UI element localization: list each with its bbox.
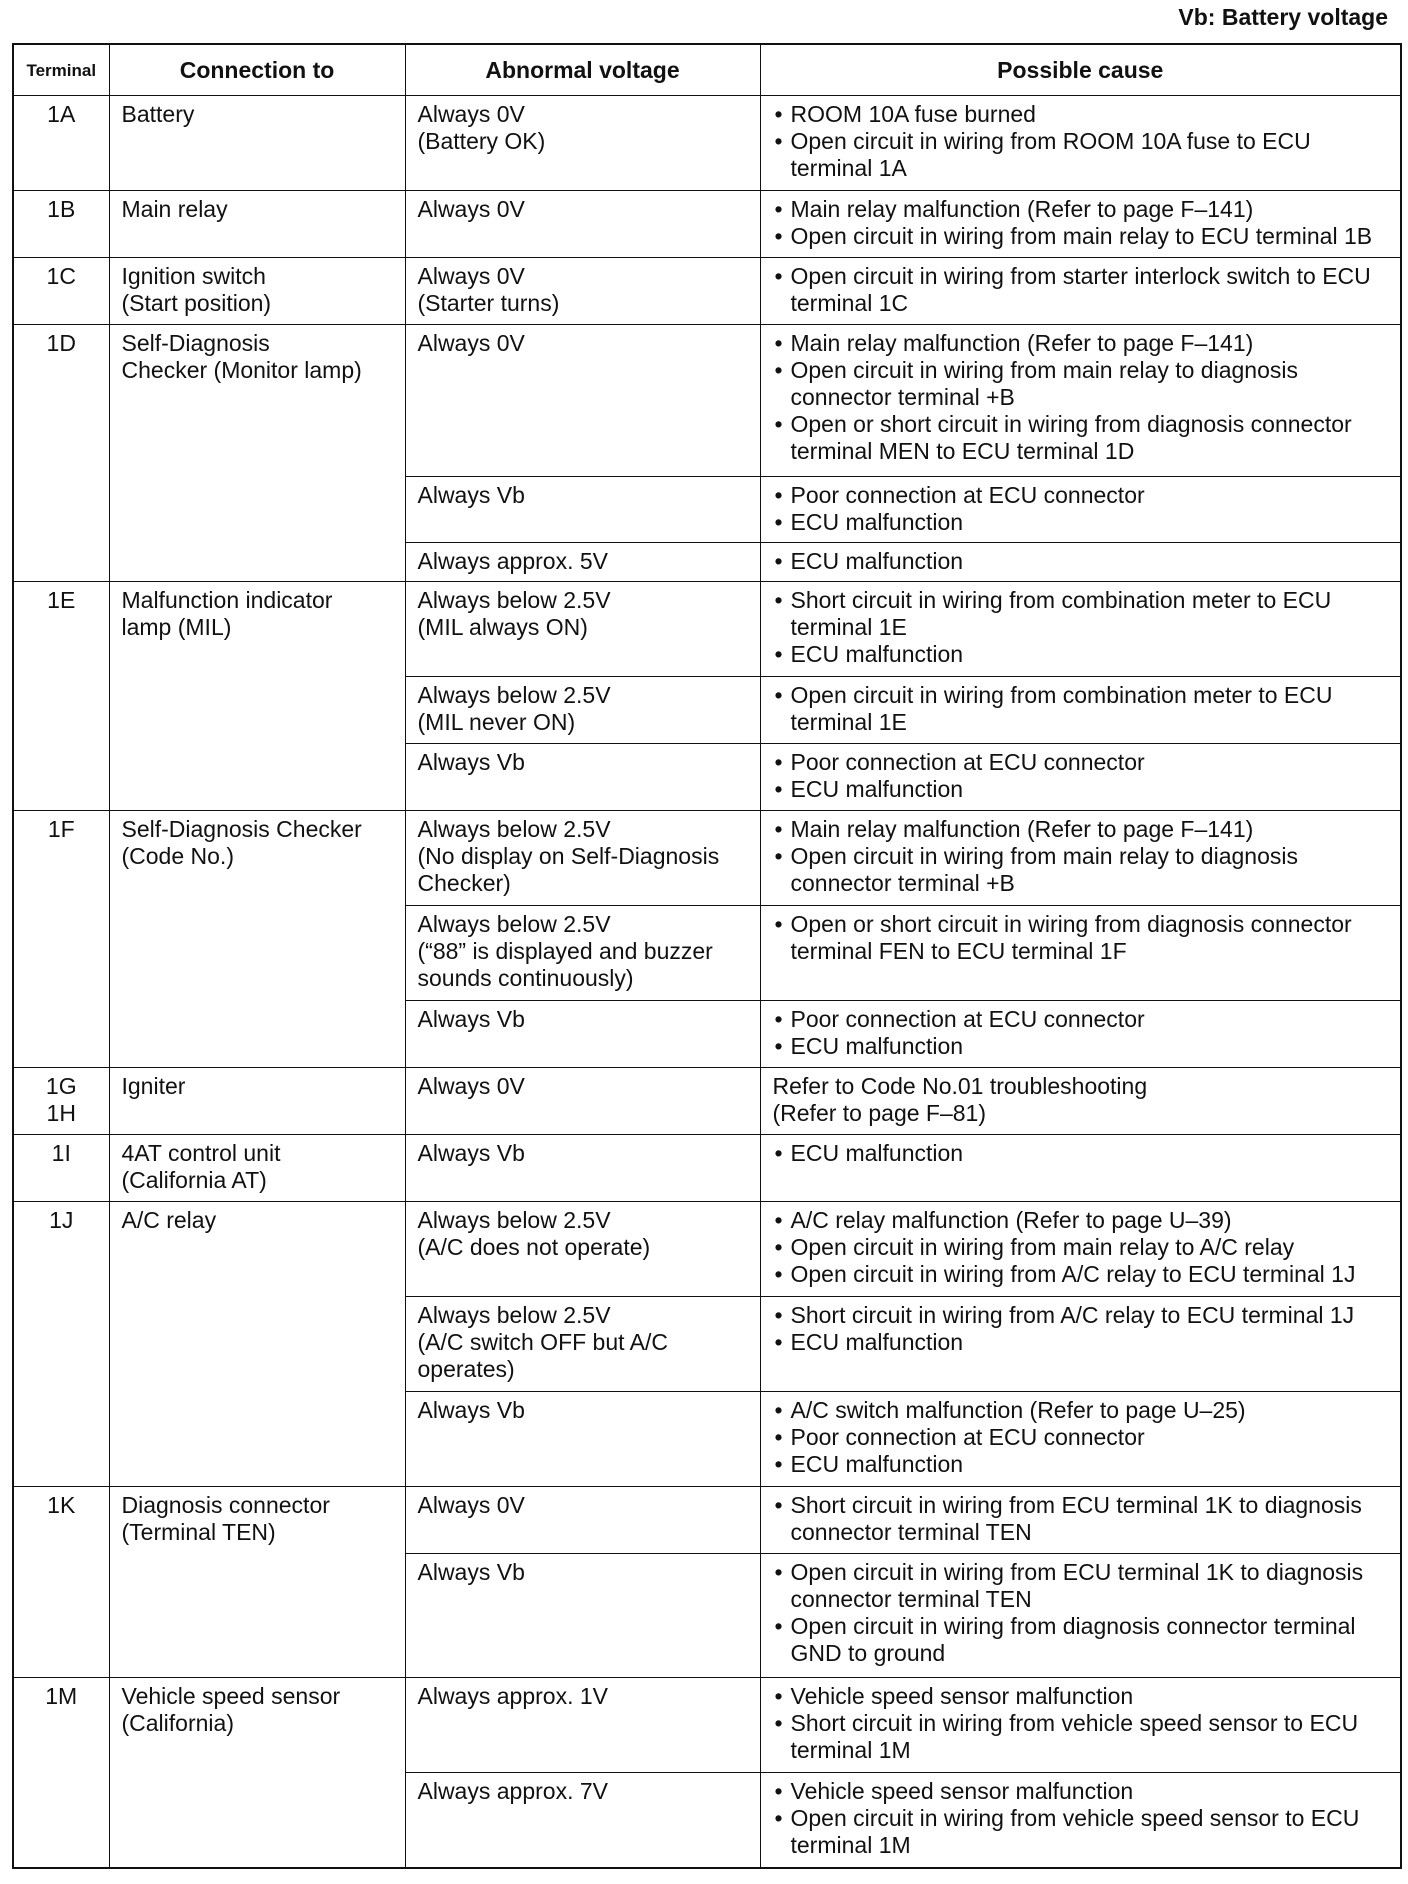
cause-list — [773, 1006, 1391, 1060]
cause-list-item: • A/C relay malfunction (Refer to page U–39) — [773, 1207, 1391, 1234]
cause-list-item: • Short circuit in wiring from vehicle speed sensor to ECU terminal 1M — [773, 1710, 1391, 1764]
cause-list-item: • Short circuit in wiring from A/C relay to ECU terminal 1J — [773, 1302, 1391, 1329]
table-row — [13, 582, 1401, 677]
voltage-cell: Always below 2.5V (A/C does not operate) — [405, 1202, 760, 1297]
cause-list — [773, 482, 1391, 536]
cause-cell — [760, 1772, 1401, 1868]
voltage-cell: Always 0V — [405, 1487, 760, 1554]
voltage-cell: Always below 2.5V (MIL never ON) — [405, 677, 760, 744]
voltage-cell: Always approx. 7V — [405, 1772, 760, 1868]
table-row — [13, 811, 1401, 906]
header-terminal: Terminal — [13, 44, 109, 96]
cause-list — [773, 911, 1391, 965]
cause-cell — [760, 1677, 1401, 1772]
voltage-cell: Always Vb — [405, 476, 760, 543]
voltage-cell: Always Vb — [405, 1392, 760, 1487]
cause-list — [773, 1302, 1391, 1356]
terminal-cell: 1C — [13, 258, 109, 325]
cause-cell — [760, 1554, 1401, 1677]
cause-list-item: • ECU malfunction — [773, 509, 1391, 536]
terminal-cell: 1D — [13, 324, 109, 581]
cause-list-item: • Open circuit in wiring from starter interlock switch to ECU terminal 1C — [773, 263, 1391, 317]
voltage-cell: Always Vb — [405, 744, 760, 811]
table-row — [13, 1068, 1401, 1135]
cause-list — [773, 587, 1391, 668]
cause-cell — [760, 582, 1401, 677]
cause-list — [773, 1397, 1391, 1478]
cause-list-item: • Main relay malfunction (Refer to page F–141) — [773, 196, 1391, 223]
table-row — [13, 191, 1401, 258]
terminal-cell: 1F — [13, 811, 109, 1068]
cause-list-item: • ECU malfunction — [773, 1329, 1391, 1356]
cause-text: Refer to Code No.01 troubleshooting (Refer to page F–81) — [772, 1073, 1148, 1127]
voltage-cell: Always 0V (Battery OK) — [405, 96, 760, 191]
cause-cell — [760, 1392, 1401, 1487]
cause-list-item: • Poor connection at ECU connector — [773, 1424, 1391, 1451]
cause-list-item: • Short circuit in wiring from ECU terminal 1K to diagnosis connector terminal TEN — [773, 1492, 1391, 1546]
cause-list-item: • Open circuit in wiring from diagnosis connector terminal GND to ground — [773, 1613, 1391, 1667]
terminal-cell: 1I — [13, 1135, 109, 1202]
connection-cell: A/C relay — [109, 1202, 405, 1487]
cause-cell — [760, 1297, 1401, 1392]
cause-list — [773, 330, 1391, 465]
cause-cell — [760, 191, 1401, 258]
cause-cell — [760, 1001, 1401, 1068]
header-connection: Connection to — [109, 44, 405, 96]
connection-cell: Self-Diagnosis Checker (Monitor lamp) — [109, 324, 405, 581]
table-row — [13, 1202, 1401, 1297]
battery-voltage-note: Vb: Battery voltage — [1178, 4, 1388, 30]
cause-list-item: • Vehicle speed sensor malfunction — [773, 1778, 1391, 1805]
table-row — [13, 258, 1401, 325]
terminal-cell: 1B — [13, 191, 109, 258]
cause-list — [773, 1207, 1391, 1288]
cause-list — [773, 1778, 1391, 1859]
cause-list-item: • Open or short circuit in wiring from diagnosis connector terminal MEN to ECU terminal 1D — [773, 411, 1391, 465]
connection-cell: Main relay — [109, 191, 405, 258]
cause-list-item: • ECU malfunction — [773, 1451, 1391, 1478]
cause-cell — [760, 1202, 1401, 1297]
cause-list — [773, 1683, 1391, 1764]
cause-cell — [760, 811, 1401, 906]
cause-list-item: • Main relay malfunction (Refer to page F–141) — [773, 330, 1391, 357]
cause-list-item: • Main relay malfunction (Refer to page F–141) — [773, 816, 1391, 843]
cause-cell — [760, 677, 1401, 744]
voltage-cell: Always 0V (Starter turns) — [405, 258, 760, 325]
cause-list-item: • Poor connection at ECU connector — [773, 749, 1391, 776]
connection-cell: 4AT control unit (California AT) — [109, 1135, 405, 1202]
cause-list-item: • Vehicle speed sensor malfunction — [773, 1683, 1391, 1710]
cause-list — [773, 101, 1391, 182]
voltage-cell: Always Vb — [405, 1135, 760, 1202]
terminal-cell: 1K — [13, 1487, 109, 1677]
cause-cell — [760, 476, 1401, 543]
cause-list-item: • ECU malfunction — [773, 641, 1391, 668]
cause-list — [773, 816, 1391, 897]
cause-list-item: • ECU malfunction — [773, 1140, 1391, 1167]
cause-list-item: • Poor connection at ECU connector — [773, 1006, 1391, 1033]
connection-cell: Vehicle speed sensor (California) — [109, 1677, 405, 1868]
table-body — [13, 96, 1401, 1869]
voltage-cell: Always Vb — [405, 1554, 760, 1677]
voltage-cell: Always below 2.5V (“88” is displayed and buzzer sounds continuously) — [405, 906, 760, 1001]
cause-cell — [760, 543, 1401, 582]
connection-cell: Diagnosis connector (Terminal TEN) — [109, 1487, 405, 1677]
header-row — [13, 44, 1401, 96]
connection-cell: Battery — [109, 96, 405, 191]
cause-list-item: • ROOM 10A fuse burned — [773, 101, 1391, 128]
terminal-cell: 1E — [13, 582, 109, 811]
connection-cell: Igniter — [109, 1068, 405, 1135]
cause-cell — [760, 1068, 1401, 1135]
terminal-cell: 1G 1H — [13, 1068, 109, 1135]
ecu-terminal-voltage-table — [12, 43, 1402, 1869]
voltage-cell: Always 0V — [405, 191, 760, 258]
cause-cell — [760, 324, 1401, 476]
table-row — [13, 96, 1401, 191]
table-row — [13, 1677, 1401, 1772]
voltage-cell: Always approx. 1V — [405, 1677, 760, 1772]
cause-list — [773, 548, 1391, 575]
cause-list-item: • Open circuit in wiring from A/C relay to ECU terminal 1J — [773, 1261, 1391, 1288]
voltage-cell: Always approx. 5V — [405, 543, 760, 582]
terminal-cell: 1M — [13, 1677, 109, 1868]
cause-list-item: • Short circuit in wiring from combination meter to ECU terminal 1E — [773, 587, 1391, 641]
cause-list-item: • Poor connection at ECU connector — [773, 482, 1391, 509]
terminal-cell: 1J — [13, 1202, 109, 1487]
cause-list-item: • Open circuit in wiring from main relay to ECU terminal 1B — [773, 223, 1391, 250]
cause-list-item: • Open circuit in wiring from main relay to diagnosis connector terminal +B — [773, 843, 1391, 897]
cause-cell — [760, 96, 1401, 191]
connection-cell: Malfunction indicator lamp (MIL) — [109, 582, 405, 811]
cause-list — [773, 1492, 1391, 1546]
cause-list — [773, 1140, 1391, 1167]
header-cause: Possible cause — [760, 44, 1401, 96]
cause-list-item: • Open circuit in wiring from main relay to A/C relay — [773, 1234, 1391, 1261]
cause-list-item: • ECU malfunction — [773, 1033, 1391, 1060]
cause-list — [773, 263, 1391, 317]
cause-cell — [760, 1487, 1401, 1554]
cause-list — [773, 749, 1391, 803]
table-row — [13, 1135, 1401, 1202]
table-row — [13, 1487, 1401, 1554]
connection-cell: Ignition switch (Start position) — [109, 258, 405, 325]
cause-cell — [760, 1135, 1401, 1202]
cause-list — [773, 1559, 1391, 1667]
voltage-cell: Always below 2.5V (No display on Self-Diagnosis Checker) — [405, 811, 760, 906]
table-row — [13, 324, 1401, 476]
cause-list-item: • Open circuit in wiring from main relay to diagnosis connector terminal +B — [773, 357, 1391, 411]
cause-list-item: • Open or short circuit in wiring from diagnosis connector terminal FEN to ECU terminal 1F — [773, 911, 1391, 965]
connection-cell: Self-Diagnosis Checker (Code No.) — [109, 811, 405, 1068]
cause-list-item: • ECU malfunction — [773, 548, 1391, 575]
terminal-cell: 1A — [13, 96, 109, 191]
voltage-cell: Always Vb — [405, 1001, 760, 1068]
cause-list — [773, 196, 1391, 250]
voltage-cell: Always below 2.5V (MIL always ON) — [405, 582, 760, 677]
cause-cell — [760, 906, 1401, 1001]
voltage-cell: Always 0V — [405, 1068, 760, 1135]
cause-list-item: • Open circuit in wiring from combination meter to ECU terminal 1E — [773, 682, 1391, 736]
cause-list — [773, 682, 1391, 736]
header-voltage: Abnormal voltage — [405, 44, 760, 96]
cause-cell — [760, 744, 1401, 811]
cause-cell — [760, 258, 1401, 325]
cause-list-item: • Open circuit in wiring from ECU terminal 1K to diagnosis connector terminal TEN — [773, 1559, 1391, 1613]
cause-list-item: • A/C switch malfunction (Refer to page U–25) — [773, 1397, 1391, 1424]
voltage-cell: Always below 2.5V (A/C switch OFF but A/C operates) — [405, 1297, 760, 1392]
voltage-cell: Always 0V — [405, 324, 760, 476]
cause-list-item: • ECU malfunction — [773, 776, 1391, 803]
cause-list-item: • Open circuit in wiring from vehicle speed sensor to ECU terminal 1M — [773, 1805, 1391, 1859]
cause-list-item: • Open circuit in wiring from ROOM 10A fuse to ECU terminal 1A — [773, 128, 1391, 182]
